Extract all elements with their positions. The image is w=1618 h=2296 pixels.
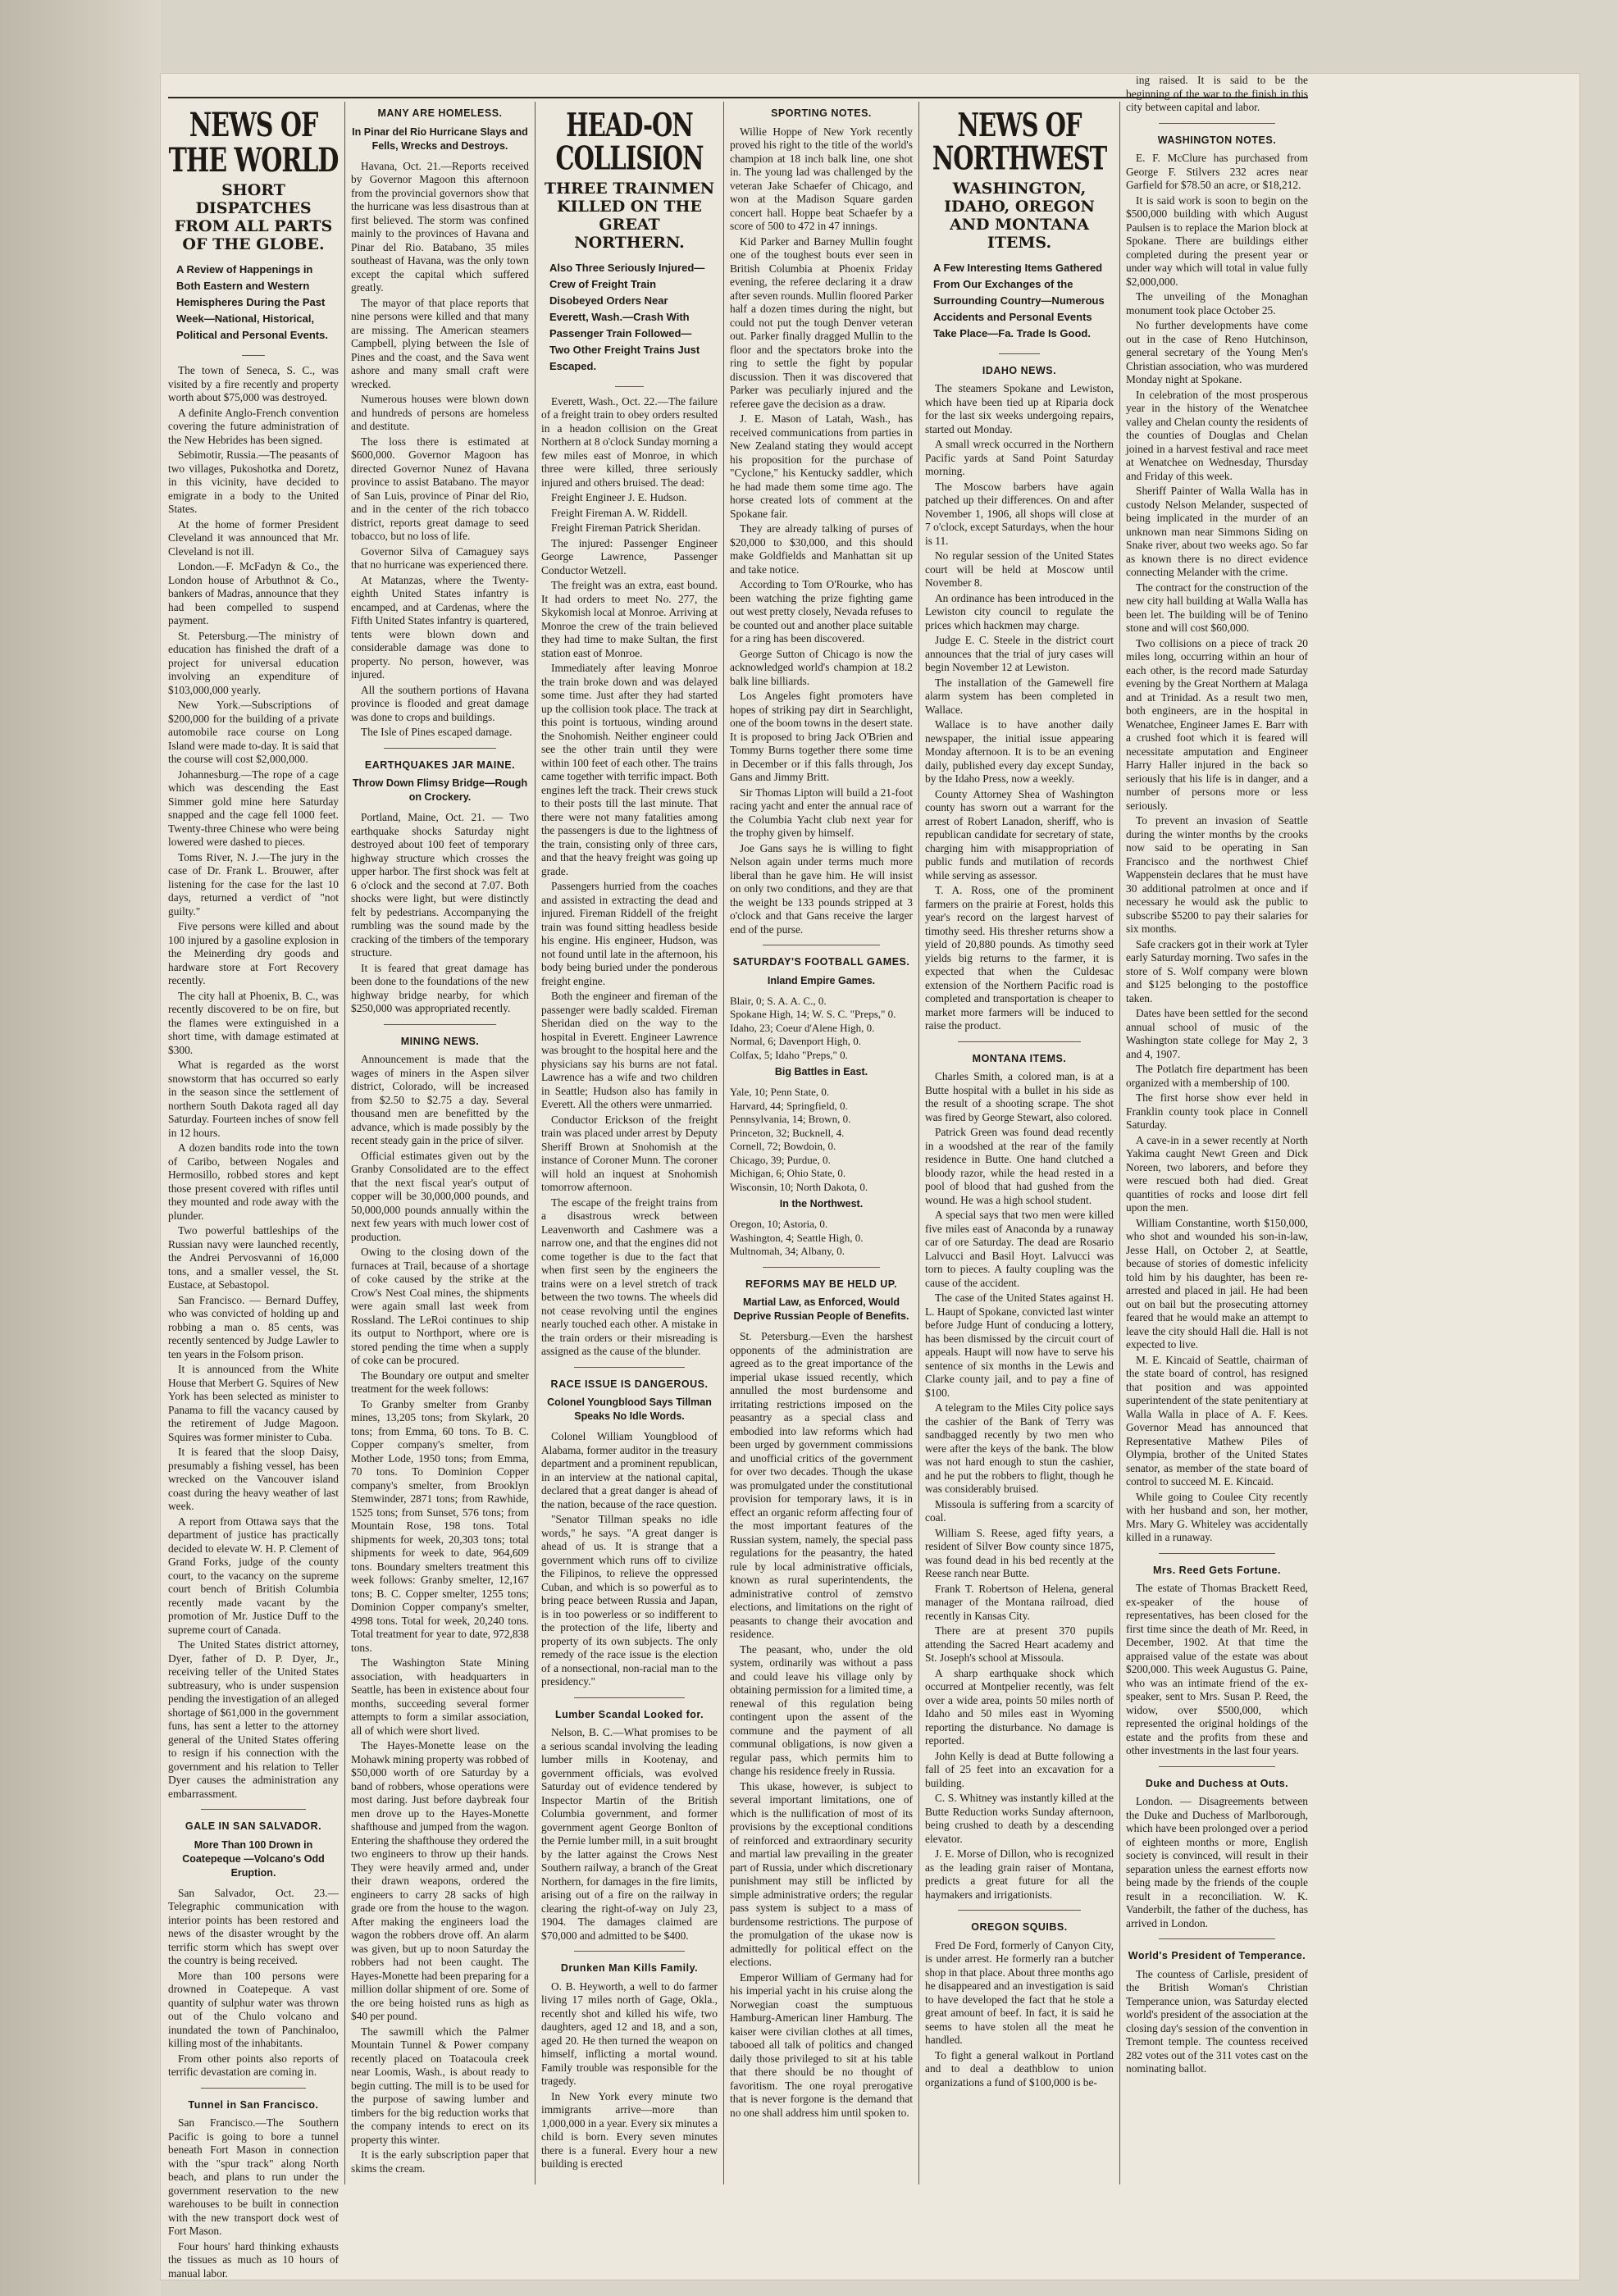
paragraph: Both the engineer and fireman of the passenger were badly scalded. Fireman Sheridan died on the way to the hospital in Everett. Engineer Lawrence was brought to the hospital here and the physicians say his burns are not fatal. Lawrence has a wife and two children in Seattle; Hudson also has family in Everett. All the others were unmarried. [541, 990, 718, 1111]
paragraph: In New York every minute two immigrants arrive—more than 1,000,000 in a year. Every six minutes a child is born. Every seven minutes there is a funeral. Every hour a new building is erected [541, 2089, 718, 2171]
section-title: SPORTING NOTES. [771, 107, 872, 119]
paragraph: Safe crackers got in their work at Tyler early Saturday morning. Two safes in the store of S. Wolf company were blown and $125 belonging to the postoffice taken. [1126, 937, 1308, 1004]
deck: A Review of Happenings in Both Eastern and Western Hemispheres During the Past Week—National, Historical, Political and Personal Events. [176, 263, 328, 341]
paragraph: The escape of the freight trains from a disastrous wreck between Leavenworth and Cashmere was a narrow one, and that the engines did not come together is due to the fact that when first seen by the engineers the trains were on a level stretch of track between the two towns. The wheels did not cease revolving until the engines nearly touched each other. A mistake in the train orders or their misreading is assigned as the cause of the blunder. [541, 1196, 718, 1358]
score-line: Multnomah, 34; Albany, 0. [730, 1245, 845, 1257]
paragraph: ing raised. It is said to be the beginning of the war to the finish in this city between capital and labor. [1126, 74, 1308, 113]
paragraph: To Granby smelter from Granby mines, 13,205 tons; from Skylark, 20 tons; from Emma, 60 tons. To B. C. Copper company's smelter, from Mother Lode, 1950 tons; from Emma, 70 tons. To Dominion Copper company's smelter, from Brooklyn Stemwinder, 2871 tons; from Rawhide, 1525 tons; from Sunset, 576 tons; from Mountain Rose, 198 tons. Total shipments for week, 20,303 tons; total shipments for week to date, 964,609 tons. Boundary smelters treatment this week follows: Granby smelter, 12,167 tons; B. C. Copper smelter, 1255 tons; Dominion Copper company's smelter, 4998 tons. Total for week, 20,240 tons. Total treatment for year to date, 972,838 tons. [351, 1397, 529, 1654]
section-title: Tunnel in San Francisco. [188, 2098, 319, 2111]
column-head-on-collision [541, 102, 718, 2201]
score-line: Wisconsin, 10; North Dakota, 0. [730, 1180, 868, 1193]
paragraph: It is feared that the sloop Daisy, presumably a fishing vessel, has been wrecked on the Vancouver island coast during the heavy weather of last week. [168, 1446, 339, 1512]
paragraph: London. — Disagreements between the Duke and Duchess of Marlborough, which have been prolonged over a period of eighteen months or more, English society is convinced, will result in their separation unless the earnest efforts now being made by the friends of the couple result in a reconciliation. W. K. Vanderbilt, the father of the duchess, has arrived in London. [1126, 1795, 1308, 1929]
article-body [168, 364, 339, 1801]
paragraph: No regular session of the United States court will be held at Moscow until November 8. [925, 549, 1114, 590]
section-title: OREGON SQUIBS. [971, 1921, 1068, 1934]
divider [1159, 1938, 1275, 1939]
paragraph: St. Petersburg.—Even the harshest opponents of the administration are agreed as to the great importance of the imperial ukase issued recently, which annulled the most burdensome and irritating restrictions imposed on the peasantry as a special class and embodied into law reforms which had been urged by government commissions and unofficial critics of the government for over two decades. Though the ukase was promulgated under the constitutional provision for temporary laws, it is in effect an organic reform affecting four of the most important features of the Russian system, namely, the special pass regulations for the peasantry, the hated rule by local administrative officials, known as rural superintendents, the administrative control of zemstvo elections, and limitations on the right of peasants to change their avocation and residence. [730, 1330, 913, 1640]
section-title: Drunken Man Kills Family. [560, 1962, 699, 1975]
paragraph: There are at present 370 pupils attending the Sacred Heart academy and St. Joseph's school at Missoula. [925, 1624, 1114, 1665]
paragraph: Two powerful battleships of the Russian navy were launched recently, the Andrei Pervosvanni of 16,000 tons, and a smaller vessel, the St. Eustace, at Sebastopol. [168, 1224, 339, 1291]
section-title: GALE IN SAN SALVADOR. [185, 1820, 322, 1832]
paragraph: Joe Gans says he is willing to fight Nelson again under terms much more liberal than he gave him. He will insist on only two conditions, and they are that the weight be 133 pounds stripped at 3 o'clock and that Gans receive the larger end of the purse. [730, 841, 913, 936]
divider [615, 386, 644, 387]
paragraph: At the home of former President Cleveland it was announced that Mr. Cleveland is not ill. [168, 517, 339, 558]
paragraph: "Senator Tillman speaks no idle words," he says. "A great danger is ahead of us. It is strange that a government which runs off to civilize the Filipinos, to relieve the oppressed Cuban, and which is so powerful as to bring peace between Russia and Japan, is in too powerless or so indifferent to the protection of the life, liberty and property of its own subjects. The only remedy of the race issue is the election of a nonsectional, non-racial man to the presidency." [541, 1513, 718, 1688]
paragraph: They are already talking of purses of $20,000 to $30,000, and this should make Goldfields and Manhattan sit up and take notice. [730, 522, 913, 576]
divider [242, 355, 265, 356]
section-title: MANY ARE HOMELESS. [377, 107, 503, 119]
paragraph: At Matanzas, where the Twenty-eighth United States infantry is encamped, and at Cardenas, where the Fifth United States infantry is quartered, tents were blown down and considerable damage was done to property. No person, however, was injured. [351, 573, 529, 681]
paragraph: A definite Anglo-French convention covering the future administration of the New Hebrides has been signed. [168, 406, 339, 446]
paragraph: Toms River, N. J.—The jury in the case of Dr. Frank L. Brouwer, after listening for the case for the last 10 days, returned a verdict of "not guilty." [168, 850, 339, 918]
score-line: Washington, 4; Seattle High, 0. [730, 1231, 864, 1244]
paragraph: The case of the United States against H. L. Haupt of Spokane, convicted last winter before Judge Hunt of conducing a lottery, has been dismissed by the circuit court of appeals. Haupt will now have to serve his sentence of six months in the Lewis and Clarke county jail, and to pay a fine of $100. [925, 1292, 1114, 1399]
divider [958, 1041, 1081, 1042]
paragraph: Sheriff Painter of Walla Walla has in custody Nelson Melander, suspected of being implicated in the murder of an unknown man near Simmons Siding on Snake river, about two weeks ago. So far as known there is no direct evidence connecting Melander with the crime. [1126, 485, 1308, 578]
section-title: RACE ISSUE IS DANGEROUS. [550, 1378, 709, 1390]
section-title: SATURDAY'S FOOTBALL GAMES. [732, 956, 910, 968]
paragraph: Missoula is suffering from a scarcity of coal. [925, 1497, 1114, 1524]
paragraph: The installation of the Gamewell fire alarm system has been completed in Wallace. [925, 676, 1114, 716]
paragraph: It is announced from the White House that Merbert G. Squires of New York has been selected as minister to Panama to fill the vacancy caused by the retirement of Judge Magoon. Squires was former minister to Cuba. [168, 1363, 339, 1443]
paragraph: Freight Fireman A. W. Riddell. [551, 506, 688, 519]
paragraph: San Salvador, Oct. 23.—Telegraphic communication with interior points has been restored and news of the disaster wrought by the terrific storm which has swept over the country is being received. [168, 1886, 339, 1966]
section-title: Duke and Duchess at Outs. [1145, 1777, 1289, 1789]
article-body [168, 1887, 339, 2080]
section-title: Lumber Scandal Looked for. [554, 1708, 704, 1720]
section-subtitle: Big Battles in East. [774, 1066, 868, 1077]
column-rule [344, 102, 345, 2184]
section-title: EARTHQUAKES JAR MAINE. [364, 758, 516, 771]
paragraph: Judge E. C. Steele in the district court announces that the trial of jury cases will begin November 12 at Lewiston. [925, 634, 1114, 674]
paragraph: A cave-in in a sewer recently at North Yakima caught Newt Green and Dick Noreen, two laborers, and before they were rescued both had died. Great quantities of rocks and loose dirt fell upon the men. [1126, 1133, 1308, 1214]
paragraph: It is the early subscription paper that skims the cream. [351, 2148, 529, 2175]
paragraph: Los Angeles fight promoters have hopes of striking pay dirt in Searchlight, one of the boom towns in the desert state. It is proposed to bring Jack O'Brien and Tommy Burns together there some time in December or if this falls through, Jos Gans and Jimmy Britt. [730, 690, 913, 783]
paragraph: Announcement is made that the wages of miners in the Aspen silver district, Colorado, will be increased from $2.50 to $2.75 a day. Several thousand men are benefitted by the advance, which is made possibly by the recent steady gain in the price of silver. [351, 1053, 529, 1146]
column-news-of-the-world [168, 102, 339, 2280]
paragraph: A dozen bandits rode into the town of Caribo, between Nogales and Hermosillo, robbed stores and kept those present covered with rifles until they mounted and rode away with the plunder. [168, 1141, 339, 1222]
score-line: Normal, 6; Davenport High, 0. [730, 1035, 861, 1047]
score-line: Princeton, 32; Bucknell, 4. [730, 1126, 845, 1139]
paragraph: London.—F. McFadyn & Co., the London house of Arbuthnot & Co., bankers of Madras, announce that they had been compelled to suspend payment. [168, 560, 339, 626]
paragraph: The freight was an extra, east bound. It had orders to meet No. 277, the Skykomish local at Monroe. Arriving at Monroe the crew of the train believed they had time to make Sultan, the first station east of Monroe. [541, 579, 718, 659]
paragraph: The injured: Passenger Engineer George Lawrence, Passenger Conductor Wetzell. [541, 536, 718, 576]
article-body [1126, 1795, 1308, 1930]
paragraph: Dates have been settled for the second annual school of music of the Washington state college for May 2, 3 and 4, 1907. [1126, 1007, 1308, 1060]
paragraph: To fight a general walkout in Portland and to deal a deathblow to union organizations a fund of $100,000 is be- [925, 2048, 1114, 2089]
paragraph: The mayor of that place reports that nine persons were killed and that many are missing. The American steamers Campbell, plying between the Isle of Pines and the coast, and the Sava went ashore and many small craft were wrecked. [351, 296, 529, 390]
paragraph: This ukase, however, is subject to several important limitations, one of which is the nullification of most of its provisions by the exceptional conditions of reinforced and extraordinary security and martial law prevailing in the greater part of Russia, under which discretionary punishment may still be inflicted by simple administrative orders; the regular pass system is subject to a mass of burdensome restrictions. The purpose of the promulgation of the ukase now is admittedly for political effect on the elections. [730, 1779, 913, 1968]
paragraph: No further developments have come out in the case of Reno Hutchinson, general secretary of the Young Men's Christian association, who was murdered Monday night at Spokane. [1126, 319, 1308, 385]
paragraph: E. F. McClure has purchased from George F. Stilvers 232 acres near Garfield for $78.50 an acre, or $18,212. [1126, 152, 1308, 191]
headline: HEAD-ON COLLISION [555, 106, 704, 178]
paragraph: The unveiling of the Monaghan monument took place October 25. [1126, 290, 1308, 317]
divider [574, 1951, 685, 1952]
section-subtitle: In Pinar del Rio Hurricane Slays and Fells, Wrecks and Destroys. [352, 125, 528, 152]
paragraph: J. E. Mason of Latah, Wash., has received communications from parties in New Zealand stating they would accept his proposition for the purchase of "Cyclone," his Kentucky saddler, which he had made them some time ago. The horse created lots of comment at the Spokane fair. [730, 412, 913, 520]
paragraph: Frank T. Robertson of Helena, general manager of the Montana railroad, died recently in Kansas City. [925, 1582, 1114, 1622]
paragraph: Fred De Ford, formerly of Canyon City, is under arrest. He formerly ran a butcher shop in that place. About three months ago he disappeared and an investigation is said to have developed the fact that he stole a great amount of beef. In fact, it is said he seems to have stolen all the meat he handled. [925, 1938, 1114, 2047]
paragraph: Official estimates given out by the Granby Consolidated are to the effect that the next fiscal year's output of copper will be 30,000,000 pounds, and 50,000,000 pounds annually within the next few years with much lower cost of production. [351, 1149, 529, 1243]
paragraph: Charles Smith, a colored man, is at a Butte hospital with a bullet in his side as the result of a shooting scrape. The shot was fired by George Stewart, also colored. [925, 1070, 1114, 1123]
article-body [541, 395, 718, 1359]
section-title: WASHINGTON NOTES. [1157, 134, 1277, 146]
paragraph: M. E. Kincaid of Seattle, chairman of the state board of control, has resigned that position and was appointed superintendent of the state penitentiary at Walla Walla in place of A. F. Kees. Governor Mead has announced that Representative Mathew Piles of Olympia, brother of the United States senator, as member of the state board of control to succeed M. E. Kincaid. [1126, 1353, 1308, 1487]
article-body [168, 2116, 339, 2280]
paragraph: The steamers Spokane and Lewiston, which have been tied up at Riparia dock for the last six weeks undergoing repairs, started out Monday. [925, 382, 1114, 435]
paragraph: The Hayes-Monette lease on the Mohawk mining property was robbed of $50,000 worth of ore Saturday by a band of robbers, whose operations were most daring. Just before daybreak four men drove up to the Hayes-Monette shafthouse and jumped from the wagon. Entering the shafthouse they ordered the two engineers to throw up their hands. They were heavily armed and, under their drawn weapons, ordered the engineers to carry 28 sacks of high grade ore from the house to the wagon. After making the engineers load the wagon the robbers drove off. An alarm was given, but up to noon Saturday the robbers had not been caught. The Hayes-Monette had been preparing for a million dollar shipment of ore. Some of the ore being hoisted runs as high as $40 per pound. [351, 1739, 529, 2022]
section-title: MONTANA ITEMS. [972, 1052, 1067, 1064]
paragraph: St. Petersburg.—The ministry of education has finished the draft of a project for universal education involving an expenditure of $103,000,000 yearly. [168, 629, 339, 696]
paragraph: Sir Thomas Lipton will build a 21-foot racing yacht and enter the annual race of the Columbia Yacht club next year for the trophy given by himself. [730, 786, 913, 839]
divider [1159, 1766, 1275, 1767]
paragraph: What is regarded as the worst snowstorm that has occurred so early in the season since the settlement of northern South Dakota raged all day Saturday. Fourteen inches of snow fell in 12 hours. [168, 1059, 339, 1139]
paragraph: John Kelly is dead at Butte following a fall of 25 feet into an excavation for a building. [925, 1749, 1114, 1789]
paragraph: While going to Coulee City recently with her husband and son, her mother, Mrs. Mary G. Whiteley was accidentally killed in a runaway. [1126, 1490, 1308, 1543]
score-list [730, 1086, 913, 1194]
paragraph: The Moscow barbers have again patched up their differences. On and after November 1, 1906, all shops will close at 7 o'clock, except Saturdays, when the hour is 11. [925, 480, 1114, 547]
paragraph: The estate of Thomas Brackett Reed, ex-speaker of the house of representatives, has been closed for the first time since the death of Mr. Reed, in December, 1902. At that time the appraised value of the estate was about $200,000. This week Augustus G. Paine, who was an intimate friend of the ex-speaker, sent to Mrs. Susan P. Reed, the widow, over $500,000, which represented the original holdings of the estate and the profits from these and other investments in the last four years. [1126, 1582, 1308, 1756]
article-body [351, 1053, 529, 2175]
divider [574, 1697, 685, 1698]
paragraph: Johannesburg.—The rope of a cage which was descending the East Simmer gold mine here Saturday snapped and the cage fell 1000 feet. Twenty-three Chinese who were being lowered were dashed to pieces. [168, 768, 339, 848]
paragraph: The United States district attorney, Dyer, father of D. P. Dyer, Jr., receiving teller of the United States subtreasury, who is under suspension pending the investigation of an alleged shortage of $61,000 in the government funs, has sent a letter to the attorney general of the United States offering to resign if his connection with the government and his relation to Teller Dyer causes the administration any embarrassment. [168, 1638, 339, 1800]
article-body [541, 1980, 718, 2171]
divider [763, 1267, 880, 1268]
paragraph: O. B. Heyworth, a well to do farmer living 17 miles north of Gage, Okla., recently shot and killed his wife, two daughters, aged 12 and 18, and a son, aged 20. He then turned the weapon on himself, inflicting a mortal wound. Family trouble was responsible for the tragedy. [541, 1979, 718, 2088]
score-line: Oregon, 10; Astoria, 0. [730, 1218, 828, 1230]
paragraph: It is said work is soon to begin on the $500,000 building with which August Paulsen is to replace the Marion block at Spokane. There are buildings either completed during the present year or under way which will total in value fully $2,000,000. [1126, 194, 1308, 288]
subheadline: THREE TRAINMEN KILLED ON THE GREAT NORTHERN. [544, 179, 715, 252]
paragraph: Emperor William of Germany had for his imperial yacht in his cruise along the Norwegian coast the sumptuous Hamburg-American liner Hamburg. The kaiser were civilian clothes at all times, tabooed all talk of politics and changed daily those privileged to sit at his table that there should be no thought of favoritism. The one royal prerogative that is never forgone is the demand that no one shall address him until spoken to. [730, 1970, 913, 2119]
paragraph: Five persons were killed and about 100 injured by a gasoline explosion in the Meinerding dry goods and hardware store at Fort Recovery recently. [168, 920, 339, 986]
paragraph: Havana, Oct. 21.—Reports received by Governor Magoon this afternoon from the provincial governors show that the hurricane was less disastrous than at first believed. The storm was confined mainly to the provinces of Havana and Pinar del Rio. Batabano, 35 miles southeast of Havana, was the only town except the capital which suffered greatly. [351, 159, 529, 294]
score-line: Yale, 10; Penn State, 0. [730, 1086, 830, 1098]
section-subtitle: Martial Law, as Enforced, Would Deprive Russian People of Benefits. [733, 1296, 909, 1322]
paragraph: It is feared that great damage has been done to the foundations of the new highway bridge nearby, for which $250,000 was appropriated recently. [351, 961, 529, 1014]
article-body [1126, 1582, 1308, 1758]
paragraph: Nelson, B. C.—What promises to be a serious scandal involving the leading lumber mills in Kootenay, and government officials, was evolved Saturday out of evidence tendered by Inspector Martin of the British Columbia government, and former government agent George Bonlton of the Pernie lumber mill, in a suit brought by the latter against the Crows Nest Southern railway, a branch of the Great Northern, for damages in the fire limits, arising out of a fire on the railway in clearing the right-of-way on July 23, 1904. The damages claimed are $70,000 and admitted to be $400. [541, 1726, 718, 1942]
paragraph: The countess of Carlisle, president of the British Woman's Christian Temperance union, was Saturday elected world's president of the association at the closing day's session of the convention in Tremont temple. The countess received 282 votes out of the 311 votes cast on the nominating ballot. [1126, 1967, 1308, 2075]
article-body [730, 1330, 913, 2120]
paragraph: The Isle of Pines escaped damage. [361, 726, 513, 738]
subheadline: WASHINGTON, IDAHO, OREGON AND MONTANA ITEMS. [944, 179, 1095, 252]
paragraph: T. A. Ross, one of the prominent farmers on the prairie at Forest, holds this year's record on the largest harvest of timothy seed. His thresher returns show a yield of 20,880 pounds. As timothy seed yields big returns to the farmer, it is expected that when the Culdesac extension of the Northern Pacific road is completed and transportation is cheaper to market more farmers will be induced to raise the product. [925, 884, 1114, 1032]
paragraph: Numerous houses were blown down and hundreds of persons are homeless and destitute. [351, 393, 529, 432]
article-body [1126, 74, 1308, 115]
score-list [730, 995, 913, 1063]
article-body [351, 811, 529, 1016]
section-subtitle: Colonel Youngblood Says Tillman Speaks No Idle Words. [547, 1396, 712, 1423]
paragraph: Sebimotir, Russia.—The peasants of two villages, Pukoshotka and Doretz, in this vicinity, have decided to emigrate in a body to the United States. [168, 449, 339, 515]
article-body [925, 1070, 1114, 1902]
score-line: Idaho, 23; Coeur d'Alene High, 0. [730, 1021, 875, 1034]
score-line: Blair, 0; S. A. A. C., 0. [730, 994, 827, 1007]
paragraph: A special says that two men were killed five miles east of Anaconda by a runaway car of ore Saturday. The dead are Rosario Lalvucci and Basil Hoyt. Lalvucci was torn to pieces. A faulty coupling was the cause of the accident. [925, 1209, 1114, 1289]
paragraph: The Washington State Mining association, with headquarters in Seattle, has been in existence about four months, succeeding several former attempts to form a similar association, all of which were short lived. [351, 1656, 529, 1737]
headline: NEWS OF THE WORLD [168, 106, 339, 180]
paragraph: A sharp earthquake shock which occurred at Montpelier recently, was felt over a wide area, points 50 miles north of Idaho and 50 miles east in Wyoming reporting the disturbance. No damage is reported. [925, 1666, 1114, 1747]
article-body [351, 160, 529, 740]
paragraph: New York.—Subscriptions of $200,000 for the building of a private automobile race course on Long Island were made to-day. It is said that the course will cost $2,000,000. [168, 699, 339, 765]
paragraph: William S. Reese, aged fifty years, a resident of Silver Bow county since 1875, was found dead in his bed recently at the Reese ranch near Butte. [925, 1526, 1114, 1580]
paragraph: J. E. Morse of Dillon, who is recognized as the leading grain raiser of Montana, predicts a great future for all the haymakers and irrigationists. [925, 1847, 1114, 1901]
paragraph: Willie Hoppe of New York recently proved his right to the title of the world's champion at 18 inch balk line, one shot in. The young lad was challenged by the veteran Jake Schaefer of Chicago, and won at the Madison Square garden concert hall. Hoppe beat Schaefer by a score of 500 to 472 in 47 innings. [730, 125, 913, 232]
score-line: Spokane High, 14; W. S. C. "Preps," 0. [730, 1008, 896, 1020]
column-news-of-northwest [925, 102, 1114, 2201]
paragraph: A telegram to the Miles City police says the cashier of the Bank of Terry was sandbagged recently by two men who were after the keys of the bank. The blow was not hard enough to stun the cashier, and he put the robbers to flight, though he was considerably bruised. [925, 1401, 1114, 1496]
section-subtitle: Inland Empire Games. [767, 974, 876, 986]
divider [384, 748, 496, 749]
paragraph: Freight Engineer J. E. Hudson. [551, 491, 687, 504]
paragraph: The loss there is estimated at $600,000. Governor Magoon has directed Governor Nunez of Havana province to assist Batabano. The mayor of San Luis, province of Pinar del Rio, and in the center of the rich tobacco district, reports great damage to seed tobacco, but no loss of life. [351, 435, 529, 542]
paragraph: The peasant, who, under the old system, ordinarily was without a pass and could leave his village only by obtaining permission for a limited time, a renewal of this regulation being contingent upon the assent of the commune and the payment of all communal obligations, is now given a regular pass, which permits him to change his residence freely in Russia. [730, 1642, 913, 1777]
column-rule [918, 102, 919, 2184]
column-rule [1119, 102, 1120, 2184]
paragraph: Two collisions on a piece of track 20 miles long, occurring within an hour of each other, is the record made Saturday evening by the Great Northern at Malaga and at Trinidad. As a result two men, both engineers, are in the hospital in Wenatchee, Engineer James E. Barr with a crushed foot which it is feared will necessitate amputation and Engineer Harry Haller injured in the back so seriously that his life is in danger, and a number of persons more or less seriously. [1126, 636, 1308, 812]
paragraph: Portland, Maine, Oct. 21. — Two earthquake shocks Saturday night destroyed about 100 feet of temporary highway structure which crosses the upper harbor. The first shock was felt at 6 o'clock and the second at 7.07. Both shocks were light, but were distinctly felt by pedestrians. Accompanying the rumbling was the sound made by the cracking of the timbers of the temporary structure. [351, 811, 529, 959]
score-line: Pennsylvania, 14; Brown, 0. [730, 1113, 851, 1125]
column-many-are-homeless [351, 102, 529, 2201]
headline: NEWS OF NORTHWEST [932, 106, 1107, 178]
paragraph: From other points also reports of terrific devastation are coming in. [168, 2052, 339, 2078]
divider [1159, 1553, 1275, 1554]
paragraph: Owing to the closing down of the furnaces at Trail, because of a shortage of coke caused by the strike at the Crow's Nest Coal mines, the shipments were again small last week from Rossland. The LeRoi continues to ship its output to Northport, where ore is stored pending the time when a supply of coke can be procured. [351, 1246, 529, 1366]
divider [201, 2088, 306, 2089]
paragraph: Immediately after leaving Monroe the train broke down and was delayed some time. Just after they had started up the collision took place. The track at this point is tortuous, winding around the Snohomish. Neither engineer could see the other train until they were within 100 feet of each other. The trains came together with terrific impact. Both engines left the track. Their crews stuck to their posts till the last minute. That there were not many fatalities among the passengers is due to the lightness of the train, consisting only of three cars, and that the heavy freight was going up grade. [541, 662, 718, 877]
section-subtitle: In the Northwest. [779, 1198, 864, 1210]
paragraph: To prevent an invasion of Seattle during the winter months by the crooks now said to be operating in San Francisco and the northwest Chief Wappenstein declares that he must have 30 additional patrolmen at once and if necessary he would ask the public to subscribe $5200 to pay their salaries for six months. [1126, 814, 1308, 935]
article-body [541, 1430, 718, 1689]
deck: Also Three Seriously Injured—Crew of Freight Train Disobeyed Orders Near Everett, Wash.—Crash With Passenger Train Followed—Two Other Freight Trains Just Escaped. [549, 261, 705, 372]
score-line: Chicago, 39; Purdue, 0. [730, 1153, 831, 1166]
paragraph: All the southern portions of Havana province is flooded and great damage was done to crops and buildings. [351, 683, 529, 723]
paragraph: The contract for the construction of the new city hall building at Walla Walla has been let. The building will be of Tenino stone and will cost $60,000. [1126, 581, 1308, 634]
paragraph: Everett, Wash., Oct. 22.—The failure of a freight train to obey orders resulted in a headon collision on the Great Northern at 8 o'clock Sunday morning a few miles east of Monroe, in which three were killed, three seriously injured and others bruised. The dead: [541, 394, 718, 489]
paragraph: County Attorney Shea of Washington county has sworn out a warrant for the arrest of Robert Lanadon, sheriff, who is republican candidate for secretary of state, charging him with misappropriation of public funds and mutilation of records while serving as assessor. [925, 787, 1114, 882]
paragraph: San Francisco. — Bernard Duffey, who was convicted of holding up and robbing a man o. 85 cents, was recently sentenced by Judge Lawler to ten years in the Folsom prison. [168, 1293, 339, 1360]
divider [1159, 123, 1275, 124]
section-title: IDAHO NEWS. [982, 364, 1057, 376]
paragraph: The sawmill which the Palmer Mountain Tunnel & Power company recently placed on Toatacoula creek near Loomis, Wash., is about ready to begin cutting. The mill is to be used for the purpose of sawing lumber and timbers for the big reduction works that the company intends to erect on its property this winter. [351, 2025, 529, 2146]
subheadline: SHORT DISPATCHES FROM ALL PARTS OF THE GLOBE. [174, 181, 333, 253]
paragraph: In celebration of the most prosperous year in the history of the Wenatchee valley and Chelan county the residents of the counties of Douglas and Chelan joined in a harvest festival and race meet at Wenatchee on Wednesday, Thursday and Friday of this week. [1126, 388, 1308, 482]
article-body [925, 1939, 1114, 2090]
article-body [541, 1726, 718, 1943]
column-sporting-notes [730, 102, 913, 2201]
divider [384, 1024, 496, 1025]
divider [201, 1809, 306, 1810]
paragraph: William Constantine, worth $150,000, who shot and wounded his son-in-law, Jesse Hall, on October 2, at Seattle, because of stories of domestic infelicity told him by his daughter, has been re-arrested and placed in jail. He had been out on bail but the prosecuting attorney feared that he would make an attempt to leave the city should Hall die. Hall is not expected to live. [1126, 1216, 1308, 1351]
score-line: Colfax, 5; Idaho "Preps," 0. [730, 1048, 848, 1061]
score-line: Harvard, 44; Springfield, 0. [730, 1099, 848, 1112]
divider [574, 1367, 685, 1368]
paragraph: Kid Parker and Barney Mullin fought one of the toughest bouts ever seen in British Columbia at Phoenix Friday evening, the referee declaring it a draw after seven rounds. Mullin floored Parker half a dozen times during the night, but could not put the tough Denver veteran out. Parker finally dragged Mullin to the floor and the spectators broke into the ring to settle the fight by popular discussion. Then it was discovered that Parker was peculiarly injured and the referee gave the decision as a draw. [730, 235, 913, 410]
article-body [1126, 1968, 1308, 2076]
deck: A Few Interesting Items Gathered From Our Exchanges of the Surrounding Country—Numerous Accidents and Personal Events Take Place—Fa. Trade Is Good. [933, 261, 1105, 339]
paragraph: Passengers hurried from the coaches and assisted in extracting the dead and injured. Fireman Riddell of the freight train was found sitting headless beside his engine. His engineer, Hudson, was not found until late in the afternoon, his body being buried under the ponderous freight engine. [541, 880, 718, 987]
divider [958, 1910, 1081, 1911]
paragraph: C. S. Whitney was instantly killed at the Butte Reduction works Sunday afternoon, being crushed to death by a descending elevator. [925, 1792, 1114, 1845]
paragraph: Governor Silva of Camaguey says that no hurricane was experienced there. [351, 544, 529, 571]
paragraph: The Potlatch fire department has been organized with a membership of 100. [1126, 1063, 1308, 1089]
paragraph: Colonel William Youngblood of Alabama, former auditor in the treasury department and a prominent republican, in an interview at the national capital, declared that a great danger is ahead of the nation, because of the race question. [541, 1430, 718, 1510]
paragraph: The Boundary ore output and smelter treatment for the week follows: [351, 1369, 529, 1395]
paragraph: Freight Fireman Patrick Sheridan. [551, 522, 701, 535]
paragraph: A report from Ottawa says that the department of justice has practically decided to elevate W. H. P. Clement of Grand Forks, judge of the county court, to the vacancy on the supreme court bench of British Columbia recently made vacant by the promotion of Mr. Justice Duff to the supreme court of Canada. [168, 1515, 339, 1636]
section-subtitle: More Than 100 Drown in Coatepeque —Volcano's Odd Eruption. [182, 1838, 325, 1879]
column-rule [535, 102, 536, 2184]
score-list [730, 1218, 913, 1259]
paragraph: San Francisco.—The Southern Pacific is going to bore a tunnel beneath Fort Mason in connection with the "spur track" along North beach, and plans to run under the government reservation to the new warehouses to be built in connection with the new transport dock west of Fort Mason. [168, 2116, 339, 2237]
section-title: Mrs. Reed Gets Fortune. [1153, 1564, 1281, 1576]
section-title: REFORMS MAY BE HELD UP. [745, 1278, 897, 1290]
score-line: Cornell, 72; Bowdoin, 0. [730, 1140, 836, 1152]
score-line: Michigan, 6; Ohio State, 0. [730, 1167, 846, 1179]
column-washington-notes [1126, 74, 1308, 2201]
article-body [1126, 152, 1308, 1545]
paragraph: Patrick Green was found dead recently in a woodshed at the rear of the family residence in Butte. One hand clutched a bloody razor, while the head rested in a pool of blood that had gushed from the wound. He was a high school student. [925, 1126, 1114, 1206]
paragraph: A small wreck occurred in the Northern Pacific yards at Sand Point Saturday morning. [925, 438, 1114, 478]
section-title: World's President of Temperance. [1128, 1950, 1306, 1961]
binding-gutter [0, 0, 161, 2296]
paragraph: Four hours' hard thinking exhausts the tissues as much as 10 hours of manual labor. [168, 2239, 339, 2280]
paragraph: Wallace is to have another daily newspaper, the initial issue appearing Monday afternoon. It is to be an evening daily, published every day except Sunday, by the Idaho Press, now a weekly. [925, 718, 1114, 786]
paragraph: The town of Seneca, S. C., was visited by a fire recently and property worth about $75,000 was destroyed. [168, 364, 339, 403]
section-title: MINING NEWS. [400, 1035, 480, 1047]
column-rule [723, 102, 724, 2184]
paragraph: According to Tom O'Rourke, who has been watching the prize fighting game out west pretty closely, Nevada refuses to be counted out and another place suitable for a ring has been discovered. [730, 578, 913, 645]
paragraph: An ordinance has been introduced in the Lewiston city council to regulate the prices which hackmen may charge. [925, 591, 1114, 631]
article-body [730, 125, 913, 937]
paragraph: More than 100 persons were drowned in Coatepeque. A vast quantity of sulphur water was thrown out of the Chulo volcano and inundated the town of Panchinaloo, killing most of the inhabitants. [168, 1969, 339, 2049]
paragraph: The city hall at Phoenix, B. C., was recently discovered to be on fire, but the flames were extinguished in a short time, with damage estimated at $300. [168, 989, 339, 1056]
paragraph: George Sutton of Chicago is now the acknowledged world's champion at 18.2 balk line billiards. [730, 647, 913, 687]
article-body [925, 382, 1114, 1033]
paragraph: Conductor Erickson of the freight train was placed under arrest by Deputy Sheriff Brown at Snohomish at the instance of Coroner Munn. The coroner will hold an inquest at Snohomish tomorrow afternoon. [541, 1113, 718, 1194]
paragraph: The first horse show ever held in Franklin county took place in Connell Saturday. [1126, 1091, 1308, 1131]
section-subtitle: Throw Down Flimsy Bridge—Rough on Crockery. [352, 777, 528, 803]
divider [999, 353, 1040, 354]
